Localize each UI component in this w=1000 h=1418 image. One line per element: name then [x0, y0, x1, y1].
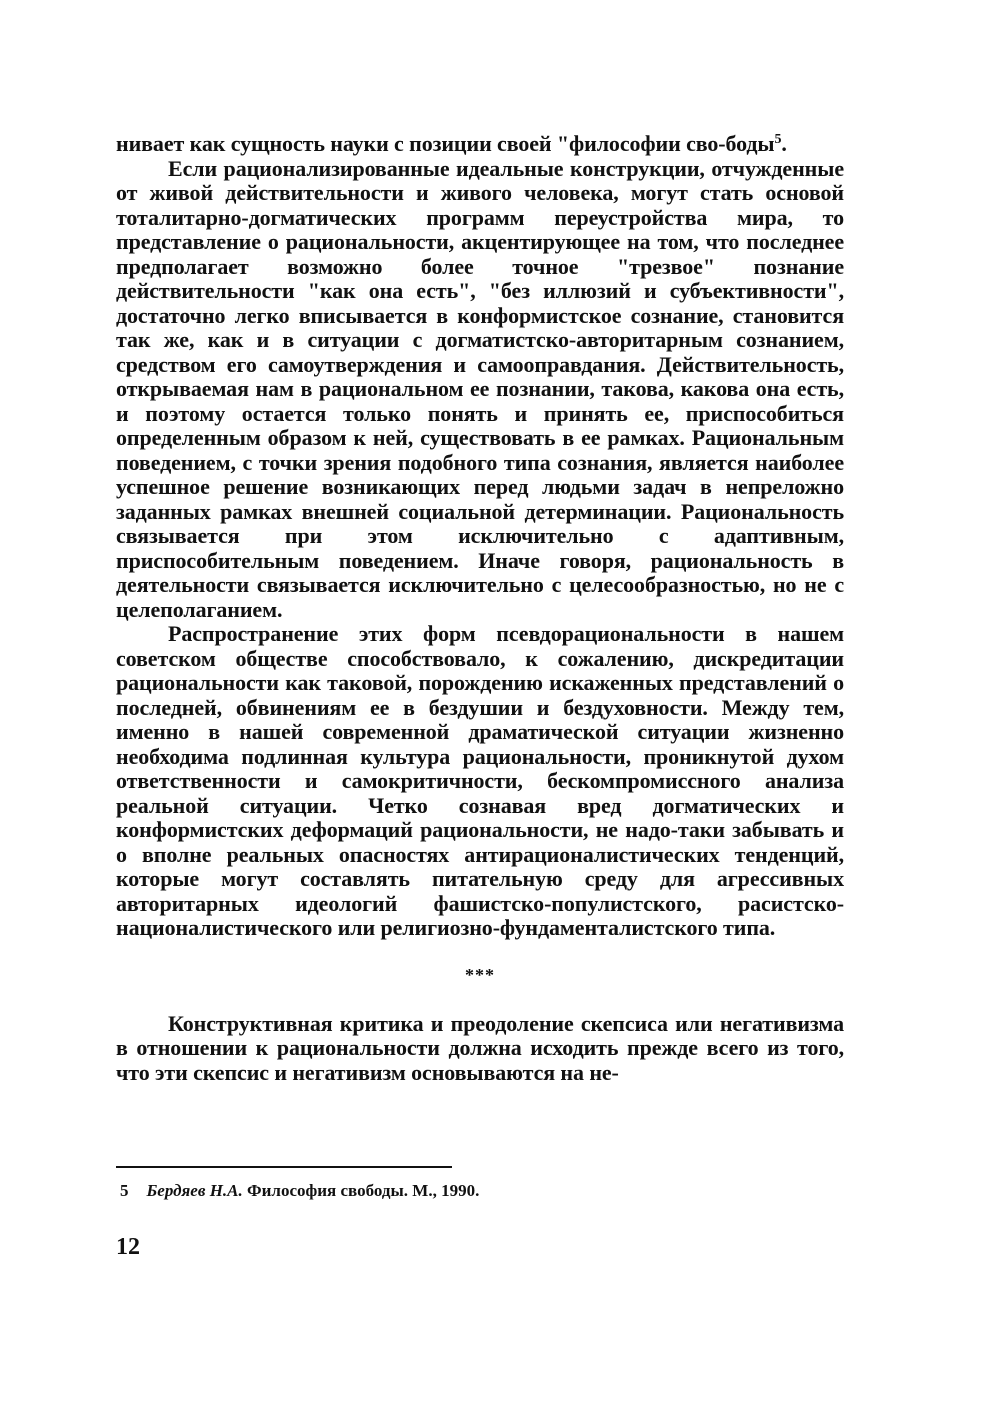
footnote — [120, 1180, 479, 1202]
footnote-reference[interactable]: 5 — [774, 132, 782, 147]
footnote-number: 5 — [120, 1181, 129, 1200]
footnote-text: Философия свободы. М., 1990. — [247, 1181, 480, 1200]
page-body — [116, 132, 844, 1085]
paragraph-end: . — [781, 131, 787, 156]
section-separator: *** — [465, 964, 495, 985]
paragraph: Распространение этих форм псевдорациональности в нашем советском обществе способствовало, к сожалению, дискредитации рациональности как таковой, порождению искаженных представлений о последней, обвинениям ее в бездушии и бездуховности. Между тем, именно в нашей современной драматической ситуации жизненно необходима подлинная культура рациональности, проникнутой духом ответственности и самокритичности, бескомпромиссного анализа реальной ситуации. Четко сознавая вред догматических и конформистских деформаций рациональности, не надо-таки забывать и о вполне реальных опасностях антирационалистических тенденций, которые могут составлять питательную среду для агрессивных авторитарных идеологий фашистско-популистского, расистско-националистического или религиозно-фундаменталистского типа. — [116, 621, 844, 940]
footnote-divider — [116, 1166, 452, 1168]
paragraph: Конструктивная критика и преодоление скепсиса или негативизма в отношении к рациональности должна исходить прежде всего из того, что эти скепсис и негативизм основываются на не- — [116, 1010, 844, 1085]
page-number: 12 — [116, 1234, 140, 1260]
footnote-author: Бердяев Н.А. — [146, 1181, 243, 1200]
paragraph: Если рационализированные идеальные конструкции, отчужденные от живой действительности и живого человека, могут стать основой тоталитарно-догматических программ переустройства мира, то представление о рациональности, акцентирующее на том, что последнее предполагает возможно более точное "трезвое" познание действительности "как она есть", "без иллюзий и субъективности", достаточно легко вписывается в конформистское сознание, становится так же, как и в ситуации с догматистско-авторитарным сознанием, средством его самоутверждения и самооправдания. Действительность, открываемая нам в рациональном ее познании, такова, какова она есть, и поэтому остается только понять и принять ее, приспособиться определенным образом к ней, существовать в ее рамках. Рациональным поведением, с точки зрения подобного типа сознания, является наиболее успешное решение возникающих перед людьми задач в непреложно заданных рамках внешней социальной детерминации. Рациональность связывается при этом исключительно с адаптивным, приспособительным поведением. Иначе говоря, рациональность в деятельности связывается исключительно с целесообразностью, но не с целеполаганием. — [116, 155, 844, 622]
paragraph-continuation — [116, 132, 844, 157]
paragraph-text: нивает как сущность науки с позиции своей "философии сво-боды — [116, 131, 775, 156]
